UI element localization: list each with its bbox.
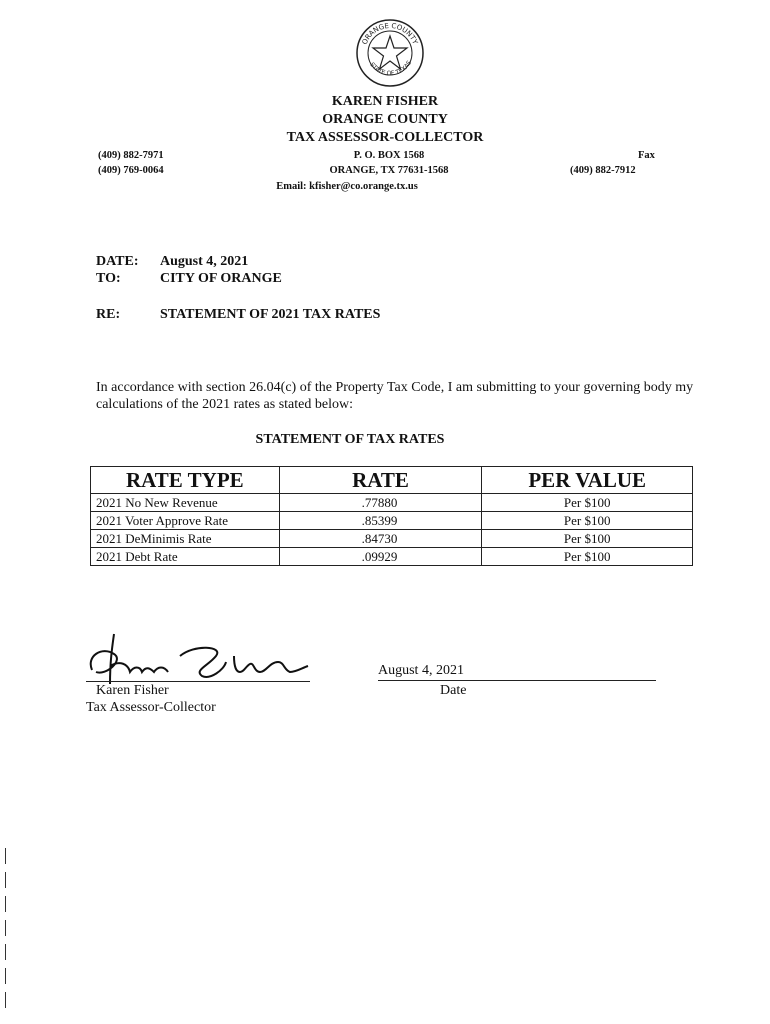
to-value: CITY OF ORANGE — [160, 271, 282, 286]
date-caption: Date — [440, 683, 467, 698]
email: Email: kfisher@co.orange.tx.us — [276, 181, 418, 192]
scan-edge-mark — [5, 848, 6, 1013]
re-label: RE: — [96, 307, 121, 322]
to-label: TO: — [96, 271, 121, 286]
signature-line — [86, 681, 310, 682]
date-line — [378, 680, 656, 681]
address-line-1: P. O. BOX 1568 — [353, 150, 425, 161]
per-value-cell: Per $100 — [482, 530, 693, 548]
star-icon — [373, 36, 407, 69]
rate-type-cell: 2021 No New Revenue — [91, 494, 280, 512]
signature-date: August 4, 2021 — [378, 663, 464, 678]
rate-cell: .09929 — [279, 548, 482, 566]
rate-cell: .85399 — [279, 512, 482, 530]
phone-1: (409) 882-7971 — [98, 150, 164, 161]
rates-table — [90, 466, 693, 566]
table-row — [91, 548, 693, 566]
rate-type-cell: 2021 Voter Approve Rate — [91, 512, 280, 530]
statement-title: STATEMENT OF TAX RATES — [255, 432, 445, 447]
per-value-cell: Per $100 — [482, 512, 693, 530]
table-header-row — [91, 467, 693, 494]
fax-number: (409) 882-7912 — [570, 165, 636, 176]
phone-2: (409) 769-0064 — [98, 165, 164, 176]
rate-cell: .84730 — [279, 530, 482, 548]
signer-name: Karen Fisher — [96, 683, 169, 698]
header-office: TAX ASSESSOR-COLLECTOR — [286, 130, 484, 145]
county-seal — [355, 18, 425, 88]
header-county: ORANGE COUNTY — [322, 112, 448, 127]
per-value-cell: Per $100 — [482, 548, 693, 566]
header-rate: RATE — [279, 467, 482, 494]
seal-bottom-text: STATE OF TEXAS — [368, 59, 414, 78]
rate-cell: .77880 — [279, 494, 482, 512]
date-label: DATE: — [96, 254, 139, 269]
table-row — [91, 512, 693, 530]
rate-type-cell: 2021 Debt Rate — [91, 548, 280, 566]
re-value: STATEMENT OF 2021 TAX RATES — [160, 307, 381, 322]
address-line-2: ORANGE, TX 77631-1568 — [329, 165, 449, 176]
svg-text:ORANGE COUNTY — [361, 22, 420, 46]
per-value-cell: Per $100 — [482, 494, 693, 512]
header-name: KAREN FISHER — [331, 94, 439, 109]
signer-title: Tax Assessor-Collector — [86, 700, 216, 715]
body-paragraph: In accordance with section 26.04(c) of the Property Tax Code, I am submitting to your governing body my calculations of the 2021 rates as stated below: — [96, 380, 694, 412]
seal-top-text: ORANGE COUNTY — [360, 21, 420, 46]
rate-type-cell: 2021 DeMinimis Rate — [91, 530, 280, 548]
fax-label: Fax — [638, 150, 655, 161]
header-rate-type: RATE TYPE — [91, 467, 280, 494]
header-per-value: PER VALUE — [482, 467, 693, 494]
table-row — [91, 494, 693, 512]
date-value: August 4, 2021 — [160, 254, 249, 269]
table-row — [91, 530, 693, 548]
